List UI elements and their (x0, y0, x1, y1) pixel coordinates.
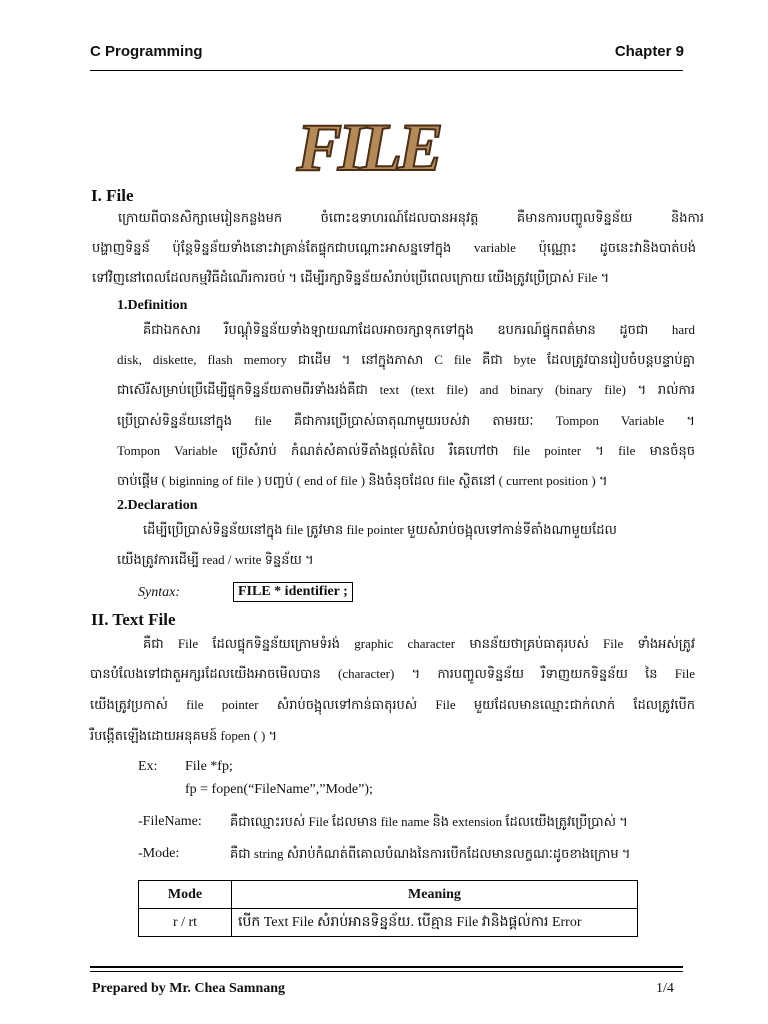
mode-label: -Mode: (138, 846, 180, 861)
table-cell-mode: r / rt (139, 909, 232, 937)
syntax-label: Syntax: (138, 585, 180, 600)
mode-table (138, 880, 638, 937)
paragraph-line: disk, diskette, flash memory ជាដើម ។ នៅក្នុងភាសា C file គឺជា byte ដែលត្រូវបានរៀបចំបន្តបន្ទាប់គ្នា (117, 352, 695, 367)
section-file-heading: I. File (91, 186, 134, 205)
paragraph-line: ចាប់ផ្តើម ( biginning of file ) បញ្ចប់ ( end of file ) និងចំនុចដែល file ស្ថិតនៅ ( current position ) ។ (117, 473, 608, 488)
paragraph-line: ក្រោយពីបានសិក្សាមេរៀនកន្លងមក ចំពោះឧទាហរណ៍ដែលបានអនុវត្ត គឺមានការបញ្ចូលទិន្នន័យ និងការ (118, 210, 704, 225)
example-code-line: File *fp; (185, 759, 233, 774)
paragraph-line: Tompon Variable ប្រើសំរាប់ កំណត់សំគាល់ទីតាំងផ្តល់តំលៃ រឺគេហៅថា file pointer ។ file មានចំនុច (117, 443, 695, 458)
declaration-heading: 2.Declaration (117, 498, 198, 513)
paragraph-line: ប្រើប្រាស់ទិន្នន័យនៅក្នុង file គឺជាការប្រើប្រាស់ធាតុណាមួយរបស់វា តាមរយៈ Tompon Variable ។ (117, 413, 695, 428)
paragraph-line: ជាស៊េរីសម្រាប់ប្រើដើម្បីផ្ទុកទិន្នន័យតាមពីរទាំងរង់គឺជា text (text file) and binary (binary file) ។ រាល់ការ (117, 382, 695, 397)
example-label: Ex: (138, 759, 158, 774)
paragraph-line: បានបំលែងទៅជាតួអក្សរដែលយើងអាចមើលបាន (character) ។ ការបញ្ចូលទិន្នន័យ រឺទាញយកទិន្នន័យ នៃ File (90, 666, 695, 681)
header-rule (90, 70, 683, 71)
mode-description: គឺជា string សំរាប់កំណត់ពីគោលបំណងនៃការបើកដែលមានលក្ខណៈដូចខាងក្រោម ។ (230, 846, 631, 861)
paragraph-line: គឺជាឯកសារ រឺបណ្តុំទិន្នន័យទាំងឡាយណាដែលអាចរក្សាទុកទៅក្នុង ឧបករណ៍ផ្ទុកពត៌មាន ដូចជា hard (143, 322, 695, 337)
section-text-file-heading: II. Text File (91, 610, 176, 629)
footer-rule-thin (90, 971, 683, 972)
syntax-code-box: FILE * identifier ; (233, 582, 353, 602)
paragraph-line: គឺជា File ដែលផ្ទុកទិន្នន័យក្រោមទំរង់ graphic character មានន័យថាគ្រប់ធាតុរបស់ File ទាំងអស់ត្រូវ (143, 636, 695, 651)
table-header-meaning: Meaning (232, 881, 638, 909)
table-cell-meaning: បើក Text File សំរាប់អានទិន្នន័យ. បើគ្មាន File វានិងផ្តល់ការ Error (232, 909, 638, 937)
header-course-title: C Programming (90, 43, 203, 60)
header-chapter: Chapter 9 (614, 43, 684, 60)
paragraph-line: យើងត្រូវការដើម្បី read / write ទិន្នន័យ ។ (117, 552, 314, 567)
file-title-logo (283, 112, 453, 180)
example-code-line: fp = fopen(“FileName”,”Mode”); (185, 782, 373, 797)
footer-rule-thick (90, 966, 683, 968)
paragraph-line: បង្ហាញទិន្នន័ ប៉ុន្តែទិន្នន័យទាំងនោះវាគ្រាន់តែផ្ទុកជាបណ្តោះអាសន្នទៅក្នុង variable ប៉ុណ្ណោះ ដូចនេះវានិងបាត់បង់ (92, 240, 696, 255)
paragraph-line: ទៅវិញនៅពេលដែលកម្មវិធីដំណើរការចប់ ។ ដើម្បីរក្សាទិន្នន័យសំរាប់ប្រើពេលក្រោយ យើងត្រូវប្រើប្រាស់ File ។ (92, 270, 610, 285)
table-header-row (139, 881, 638, 909)
definition-heading: 1.Definition (117, 298, 188, 313)
paragraph-line: យើងត្រូវប្រកាស់ file pointer សំរាប់ចង្អុលទៅកាន់ធាតុរបស់ File មួយដែលមានឈ្មោះជាក់លាក់ ដែលត្រូវបើក (90, 697, 695, 712)
filename-label: -FileName: (138, 814, 202, 829)
filename-description: គឺជាឈ្មោះរបស់ File ដែលមាន file name និង extension ដែលយើងត្រូវប្រើប្រាស់ ។ (230, 814, 628, 829)
footer-page-number: 1/4 (656, 981, 674, 996)
paragraph-line: ដើម្បីប្រើប្រាស់ទិន្នន័យនៅក្នុង file ត្រូវមាន file pointer មួយសំរាប់ចង្អុលទៅកាន់ទីតាំងណាមួយដែល (143, 522, 617, 537)
table-row (139, 909, 638, 937)
paragraph-line: រឺបង្កើតឡើងដោយអនុគមន៍ fopen ( ) ។ (90, 728, 278, 743)
table-header-mode: Mode (139, 881, 232, 909)
file-title-logo-text: FILE (296, 112, 440, 180)
footer-author: Prepared by Mr. Chea Samnang (92, 981, 286, 996)
